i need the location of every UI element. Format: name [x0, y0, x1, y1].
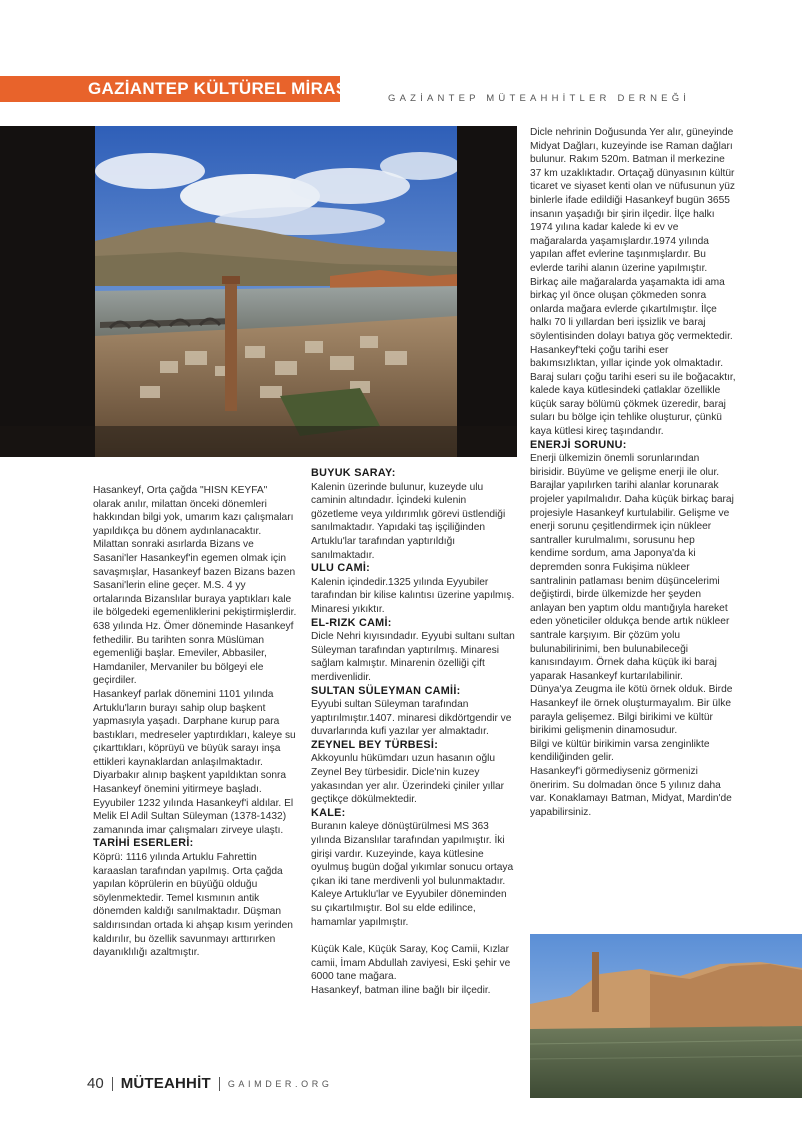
text-column-1 — [93, 484, 297, 960]
paragraph: Kalenin üzerinde bulunur, kuzeyde ulu caminin altındadır. İçindeki kulenin gözetleme veya yıldırımlık görevi üstlendiği sanılmaktadır. Yapıdaki taş işçiliğinden Artuklu'lar tarafından yaptırıldığı sanılmaktadır. — [311, 481, 506, 561]
paragraph: Dicle Nehri kıyısındadır. Eyyubi sultanı sultan Süleyman tarafından yaptırılmış. Minaresi sağlam kalmıştır. Minarenin özelliği çift merdivenlidir. — [311, 631, 515, 683]
paragraph: Hasankeyf, batman iline bağlı bir ilçedir. — [311, 984, 491, 996]
section-heading-enerji: ENERJİ SORUNU: — [530, 438, 627, 451]
hasankeyf-photo-drawing — [0, 126, 517, 457]
footer-divider — [219, 1077, 220, 1091]
section-title: GAZİANTEP KÜLTÜREL MİRAS — [88, 79, 348, 98]
section-heading: KALE: — [311, 806, 346, 819]
paragraph: Buranın kaleye dönüştürülmesi MS 363 yılında Bizanslılar tarafından yapılmıştır. İki girişi vardır. Kuzeyinde, kaya kütlesine oyulmuş bugün doğal yıkımlar sonucu ortaya çıkan iki tane merdivenli yol bulunmaktadır. Kaleye Artuklu'lar ve Eyyubiler döneminden su çıkartılmıştır. Bol su elde edilince, hamamlar yapılmıştır. — [311, 821, 514, 928]
paragraph: Eyyubiler 1232 yılında Hasankeyf'i aldılar. El Melik El Adil Sultan Süleyman (1378-1432) zamanında imar çalışmaları zirveye ulaştı. — [93, 797, 294, 836]
paragraph: Hasankeyf'teki çoğu tarihi eser bakımsızlıktan, yıllar içinde yok olmaktadır. Baraj suları çoğu tarihi eseri su ile boğacaktır, kalede kaya kütlesindeki çatlaklar özellikle küçük saray bölümü çökmek üzeredir, baraj suları bu bölge için tehlike oluşturur, çünkü kaya kütlesi kireç taşındandır. — [530, 344, 736, 438]
paragraph: Küçük Kale, Küçük Saray, Koç Camii, Kızlar camii, İmam Abdullah zaviyesi, Eski şehir ve 6000 tane mağara. — [311, 944, 511, 983]
hasankeyf-photo — [0, 126, 517, 457]
magazine-name: MÜTEAHHİT — [120, 1075, 211, 1092]
text-column-3 — [530, 126, 736, 819]
river-cliff-photo-drawing — [530, 934, 802, 1098]
paragraph: Dicle nehrinin Doğusunda Yer alır, güneyinde Midyat Dağları, kuzeyinde ise Raman dağları bulunur. Rakım 520m. Batman il merkezine 37 km uzaklıktadır. Ortaçağ dünyasının kültür ticaret ve siyaset kenti olan ve nüfusunun yüz binlerle ifade edildiği Hasankeyf bugün 3655 insanın yaşadığı bir şirin ilçedir. İlçe halkı 1974 yılına kadar kalede ki ev ve mağaralarda yaşamışlardır.1974 yılında yapılan affet evlerine taşınmışlardır. Bu evlerde tarihi alanın üzerine yapılmıştır. Birkaç aile mağaralarda yaşamakta idi ama birkaç yıl önce oluşan çökmeden sonra onlarda mağara evlerde çıkartılmıştır. İlçe halkı 70 li yıllardan beri işsizlik ve baraj söylentisinden dolayı batıya göç vermektedir. — [530, 127, 735, 342]
footer-divider — [112, 1077, 113, 1091]
paragraph: Hasankeyf, Orta çağda "HISN KEYFA" olarak anılır, milattan önceki dönemleri hakkından bilgi yok, umarım kazı çalışmaları yapıldıkça bu dönem aydınlanacaktır. — [93, 485, 294, 537]
section-heading-tarihi: TARİHİ ESERLERİ: — [93, 837, 194, 850]
paragraph: Hasankeyf'i görmediyseniz görmenizi öneririm. Su dolmadan önce 5 yılınız daha var. Konaklamayı Batman, Midyat, Mardin'de yapabilirsiniz. — [530, 765, 732, 818]
river-cliff-photo — [530, 934, 802, 1098]
section-heading: ULU CAMİ: — [311, 562, 371, 575]
paragraph: Kalenin içindedir.1325 yılında Eyyubiler tarafından bir kilise kalıntısı üzerine yapılmış. Minaresi yıkıktır. — [311, 576, 515, 615]
section-heading: EL-RIZK CAMİ: — [311, 616, 392, 629]
paragraph: Dünya'ya Zeugma ile kötü örnek olduk. Birde Hasankeyf ile örnek oluşturmayalım. Bir ülke parayla gelişemez. Bilgi birikimi ve kültür birikimi gelişmenin dinamosudur. — [530, 684, 733, 737]
paragraph: Eyyubi sultan Süleyman tarafından yaptırılmıştır.1407. minaresi dikdörtgendir ve duvarlarında kufi yazılar yer almaktadır. — [311, 699, 512, 738]
section-heading: SULTAN SÜLEYMAN CAMİİ: — [311, 684, 461, 697]
association-name: GAZİANTEP MÜTEAHHİTLER DERNEĞİ — [388, 93, 691, 104]
paragraph: Bilgi ve kültür birikimin varsa zenginlikte kendiliğinden gelir. — [530, 738, 710, 764]
paragraph: Köprü: 1116 yılında Artuklu Fahrettin karaaslan tarafından yapılmış. Orta çağda yapılan köprülerin en büyüğü olduğu söylenmektedir. Temel kısmının antik dönemden kaldığı sanılmaktadır. Düşman saldırısından ortada ki ahşap kısım yerinden kaldırılır, bu özellik savunmayı arttırırken dayanıklılığı azaltmıştır. — [93, 852, 293, 959]
paragraph: Milattan sonraki asırlarda Bizans ve Sasani'ler Hasankeyf'in egemen olmak için savaşmışlar, Hasankeyf bazen Bizans bazen Sasani'lerin eline geçer. M.S. 4 yy ortalarında Bizanslılar buraya yaptıkları kale ile bölgedeki egemenliklerini pekiştirmişlerdir. — [93, 539, 297, 619]
text-column-2 — [311, 467, 515, 998]
paragraph: Hasankeyf parlak dönemini 1101 yılında Artuklu'ların burayı sahip olup başkent yapmasıyla yaşadı. Darphane kurup para bastıkları, medreseler yaptırdıkları, kaleye su çıkarttıkları, köprüyü ve büyük sarayı inşa ettikleri kaynaklardan anlaşılmaktadır. Diyarbakır alınıp başkent yapıldıktan sonra Hasankeyf önemini yitirmeye başladı. — [93, 688, 296, 796]
website-link[interactable]: GAIMDER.ORG — [227, 1078, 333, 1089]
section-heading: ZEYNEL BEY TÜRBESİ: — [311, 738, 439, 751]
paragraph: Enerji ülkemizin önemli sorunlarından birisidir. Büyüme ve gelişme enerji ile olur. Barajlar yapılırken tarihi alanlar korunarak projeler yapılmalıdır. Daha küçük birkaç baraj projesiyle Hasankeyf kurtulabilir. Gelişme ve enerji sorunu çeşitlendirmek için nükleer santraller kurulmalımı, sorusunu hep kendime sordum, ama Japonya'da ki depremden sonra Fukişima nükleer santralinin patlaması benim düşüncelerimi değiştirdi, birde ülkemizde her şeyden anlayan ben yaptım oldu mantığıyla hareket eden yöneticiler oldukça bende artık nükleer santrale karşıyım. Bir çözüm yolu bulunabilirinimi, ben bulunabileceği kanısındayım. Örnek daha küçük iki baraj yaparak Hasankeyf kurtarılabilinir. — [530, 453, 734, 682]
paragraph: 638 yılında Hz. Ömer döneminde Hasankeyf fethedilir. Bu tarihten sonra Müslüman egemenliği başlar. Emeviler, Abbasiler, Hamdaniler, Mervaniler bu bölgeyi ele geçirdiler. — [93, 620, 294, 687]
paragraph: Akkoyunlu hükümdarı uzun hasanın oğlu Zeynel Bey türbesidir. Dicle'nin kuzey yakasından yer alır. Üzerindeki çiniler yıllar geçtikçe dökülmektedir. — [311, 753, 505, 806]
section-header-band — [0, 76, 348, 102]
page-footer — [87, 1075, 332, 1092]
section-heading: BUYUK SARAY: — [311, 467, 396, 479]
page-number: 40 — [87, 1075, 104, 1092]
